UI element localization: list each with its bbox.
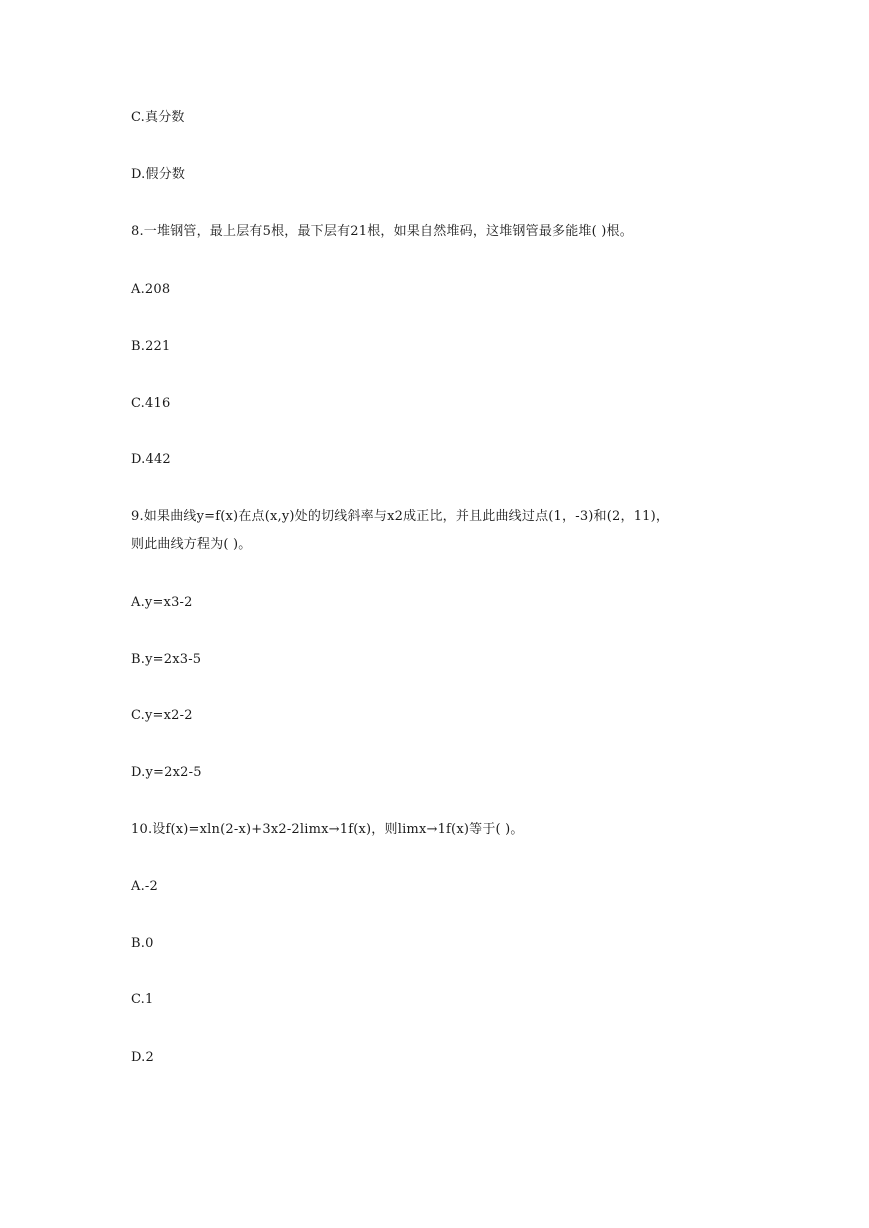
option-c-q9: C.y=x2-2 xyxy=(131,708,193,723)
question-9-line-1: 9.如果曲线y=f(x)在点(x,y)处的切线斜率与x2成正比，并且此曲线过点(1，-3)和(2，11)， xyxy=(131,509,670,524)
option-d-q8: D.442 xyxy=(131,452,171,467)
option-b-q9: B.y=2x3-5 xyxy=(131,652,202,667)
option-a-q10: A.-2 xyxy=(131,879,158,894)
question-8: 8.一堆钢管，最上层有5根，最下层有21根，如果自然堆码，这堆钢管最多能堆( )根。 xyxy=(131,224,633,239)
option-c-q10: C.1 xyxy=(131,992,154,1007)
option-a-q9: A.y=x3-2 xyxy=(131,595,193,610)
option-c-q7: C.真分数 xyxy=(131,110,185,125)
option-c-q8: C.416 xyxy=(131,396,171,411)
option-b-q10: B.0 xyxy=(131,936,154,951)
option-a-q8: A.208 xyxy=(131,282,171,297)
option-d-q10: D.2 xyxy=(131,1050,154,1065)
option-d-q9: D.y=2x2-5 xyxy=(131,765,202,780)
option-b-q8: B.221 xyxy=(131,339,171,354)
option-d-q7: D.假分数 xyxy=(131,167,186,182)
question-9-line-2: 则此曲线方程为( )。 xyxy=(131,537,252,552)
question-10: 10.设f(x)=xln(2-x)+3x2-2limx→1f(x)，则limx→1f(x)等于( )。 xyxy=(131,822,524,837)
